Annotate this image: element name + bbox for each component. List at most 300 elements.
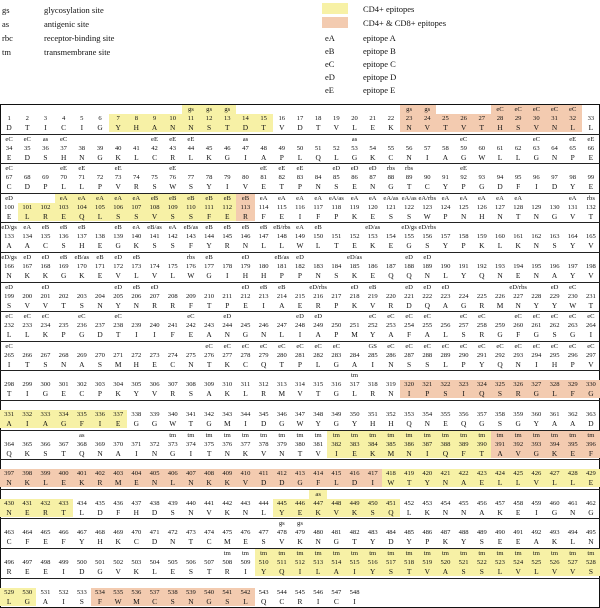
residue-number: 424 [491, 469, 509, 478]
residue-number: 302 [76, 381, 87, 389]
residue-number: 107 [127, 203, 145, 212]
residue-number: 445 [273, 499, 291, 508]
residue-letter: Y [533, 419, 540, 428]
residue-annotation: eC [459, 135, 468, 143]
residue-letter: N [442, 507, 449, 517]
residue-letter: I [91, 419, 109, 428]
residue-annotation: eD [314, 313, 323, 321]
residue-annotation: eA [296, 194, 304, 202]
residue-letter: S [425, 241, 430, 251]
residue-annotation: eC [550, 342, 559, 350]
residue-letter: T [115, 330, 121, 340]
residue-letter: Q [460, 419, 467, 428]
residue-annotation: eC [5, 342, 13, 350]
residue-number: 283 [331, 351, 342, 359]
residue-letter: L [164, 478, 182, 487]
residue-number: 432 [36, 499, 54, 508]
residue-number: 385 [382, 440, 400, 449]
residue-annotation: eB [41, 224, 50, 232]
residue-number: 31 [545, 114, 563, 123]
residue-number: 195 [531, 263, 542, 270]
residue-annotation: eC [314, 342, 322, 350]
residue-letter: D [588, 419, 594, 428]
residue-letter: N [315, 271, 321, 280]
residue-letter: S [7, 300, 12, 310]
residue-letter: A [551, 419, 558, 428]
residue-number: 366 [40, 440, 51, 448]
residue-number: 492 [531, 529, 542, 537]
residue-number: 482 [349, 529, 360, 537]
residue-letter: P [461, 182, 466, 192]
residue-letter: S [79, 596, 84, 606]
residue-number: 399 [36, 469, 54, 478]
residue-letter: T [315, 123, 321, 132]
residue-letter: N [188, 507, 194, 517]
residue-number: 487 [440, 529, 451, 537]
residue-letter: C [133, 537, 139, 547]
residue-letter: I [244, 419, 247, 428]
residue-letter: R [91, 478, 109, 487]
residue-annotation: eC [441, 342, 450, 350]
residue-letter: V [527, 478, 545, 487]
residue-number: 338 [131, 411, 142, 418]
residue-letter: P [297, 271, 303, 280]
residue-annotation: eB [59, 224, 68, 232]
residue-number: 271 [113, 351, 124, 359]
residue-annotation: eB [259, 224, 268, 232]
residue-annotation: rbs [186, 254, 195, 261]
residue-number: 374 [185, 440, 196, 448]
residue-annotation: tm [418, 549, 436, 558]
residue-number: 539 [182, 588, 200, 597]
residue-letter: E [18, 508, 36, 517]
residue-number: 74 [133, 174, 140, 182]
residue-annotation: tm [241, 550, 249, 557]
residue-letter: S [97, 359, 103, 369]
residue-letter: E [43, 567, 48, 576]
residue-letter: A [442, 152, 449, 162]
residue-letter: N [424, 271, 430, 280]
residue-annotation: eA [168, 224, 177, 232]
residue-annotation: eD [332, 165, 341, 173]
residue-letter: V [333, 123, 340, 132]
residue-number: 362 [567, 411, 578, 418]
residue-number: 24 [418, 114, 436, 123]
residue-number: 210 [204, 292, 215, 300]
residue-number: 334 [55, 410, 73, 419]
residue-number: 439 [167, 499, 178, 507]
residue-letter: S [164, 212, 182, 221]
residue-number: 7 [109, 114, 127, 123]
residue-number: 443 [240, 499, 251, 507]
residue-letter: Y [460, 537, 467, 547]
residue-number: 22 [387, 115, 395, 122]
residue-number: 403 [109, 469, 127, 478]
residue-number: 3 [43, 115, 48, 122]
residue-annotation: eD [241, 283, 250, 291]
residue-number: 420 [418, 469, 436, 478]
residue-number: 138 [95, 233, 105, 241]
residue-number: 147 [258, 233, 269, 241]
residue-number: 145 [222, 233, 233, 241]
residue-number: 498 [40, 559, 51, 566]
legend-epitope-3-code: eD [325, 72, 335, 82]
residue-letter: Q [473, 389, 491, 398]
residue-letter: S [407, 211, 412, 221]
residue-number: 218 [349, 292, 360, 300]
residue-number: 14 [236, 114, 254, 123]
residue-number: 382 [327, 440, 345, 449]
residue-number: 304 [113, 381, 124, 389]
cd4-label: CD4+ epitopes [363, 4, 415, 14]
residue-number: 73 [114, 174, 122, 182]
residue-letter: G [133, 419, 140, 428]
residue-letter: R [261, 389, 267, 399]
residue-annotation: eC [587, 313, 595, 321]
residue-number: 15 [255, 114, 273, 123]
residue-letter: D [297, 123, 303, 132]
residue-number: 278 [240, 351, 251, 359]
residue-annotation: eA [73, 194, 91, 203]
residue-number: 524 [509, 558, 527, 567]
legend-abbrev-0-code: gs [2, 5, 10, 15]
residue-number: 170 [76, 263, 87, 270]
residue-annotation: gs [400, 105, 418, 114]
residue-number: 186 [367, 263, 378, 270]
residue-number: 317 [349, 381, 360, 389]
residue-letter: M [114, 359, 122, 369]
residue-letter: D [97, 507, 103, 517]
residue-number: 395 [564, 440, 582, 449]
residue-number: 131 [567, 203, 578, 211]
residue-number: 183 [313, 263, 324, 270]
residue-number: 58 [442, 144, 449, 152]
residue-number: 189 [422, 263, 433, 270]
residue-number: 518 [400, 558, 418, 567]
residue-number: 460 [549, 499, 560, 507]
residue-letter: G [333, 389, 340, 399]
residue-letter: N [400, 449, 418, 458]
residue-number: 410 [236, 469, 254, 478]
residue-number: 340 [167, 411, 178, 418]
residue-letter: M [351, 330, 358, 340]
residue-letter: S [188, 567, 193, 576]
residue-number: 515 [345, 558, 363, 567]
residue-number: 414 [309, 469, 327, 478]
residue-number: 540 [200, 588, 218, 597]
residue-letter: I [18, 419, 36, 428]
residue-annotation: eA [132, 224, 141, 232]
residue-annotation: as [351, 135, 358, 143]
residue-number: 535 [109, 588, 127, 597]
legend-abbrev-3-desc: transmembrane site [44, 47, 111, 57]
residue-number: 158 [458, 233, 469, 241]
residue-letter: A [479, 507, 485, 517]
residue-annotation: eA [296, 224, 304, 232]
residue-number: 134 [22, 233, 33, 241]
residue-number: 415 [327, 469, 345, 478]
residue-letter: Q [315, 152, 321, 162]
residue-annotation: eB [259, 283, 268, 291]
residue-number: 368 [76, 440, 87, 448]
residue-number: 118 [331, 203, 342, 211]
residue-letter: K [370, 152, 376, 162]
residue-number: 528 [582, 558, 600, 567]
residue-annotation: eB [132, 254, 141, 261]
residue-annotation: eC [241, 342, 250, 350]
residue-number: 163 [549, 233, 560, 241]
residue-number: 408 [200, 469, 218, 478]
residue-letter: N [515, 359, 521, 369]
residue-number: 193 [495, 263, 505, 270]
residue-number: 400 [55, 469, 73, 478]
residue-number: 34 [5, 144, 13, 152]
legend-epitope-4-desc: epitope E [363, 85, 396, 95]
residue-letter: P [334, 330, 339, 340]
residue-annotation: eA [91, 194, 109, 203]
legend-epitope-1-code: eB [325, 46, 335, 56]
residue-number: 177 [204, 263, 215, 270]
residue-letter: E [243, 300, 248, 310]
residue-annotation: tm [241, 431, 249, 439]
residue-letter: P [461, 359, 466, 369]
residue-annotation: GS [368, 342, 377, 350]
residue-number: 27 [473, 114, 491, 123]
residue-annotation: eC [569, 283, 577, 291]
residue-number: 455 [458, 499, 469, 507]
residue-letter: G [206, 419, 212, 428]
residue-letter: S [164, 597, 182, 606]
residue-letter: F [582, 449, 600, 458]
residue-letter: V [509, 449, 527, 458]
residue-number: 231 [585, 292, 596, 300]
residue-number: 247 [276, 322, 287, 330]
residue-annotation: eA [109, 194, 127, 203]
residue-number: 219 [367, 292, 378, 300]
residue-annotation: rbs [586, 194, 595, 202]
residue-annotation: tm [364, 549, 382, 558]
residue-number: 489 [476, 529, 487, 537]
row-divider [0, 578, 600, 579]
residue-number: 357 [476, 411, 487, 418]
residue-letter: R [170, 152, 176, 162]
residue-number: 43 [169, 144, 176, 152]
residue-number: 49 [278, 144, 286, 152]
residue-annotation: eC [527, 105, 545, 114]
residue-number: 298 [4, 381, 15, 389]
residue-letter: I [298, 330, 302, 340]
residue-letter: S [127, 212, 145, 221]
residue-letter: Q [388, 271, 394, 280]
residue-annotation: tm [527, 431, 545, 440]
residue-number: 530 [18, 588, 36, 597]
residue-annotation: eA/as [328, 194, 344, 202]
residue-letter: G [55, 419, 73, 428]
residue-letter: L [0, 597, 18, 606]
residue-letter: I [400, 389, 418, 398]
residue-annotation: eA [477, 194, 486, 202]
residue-letter: A [206, 330, 212, 340]
residue-annotation: eB [114, 224, 122, 232]
residue-letter: V [315, 448, 321, 458]
residue-number: 249 [313, 322, 324, 330]
residue-number: 140 [131, 233, 142, 241]
residue-letter: G [97, 567, 103, 576]
residue-letter: Y [255, 567, 273, 576]
residue-letter: K [18, 478, 36, 487]
residue-letter: K [345, 508, 363, 517]
residue-number: 529 [0, 588, 18, 597]
residue-number: 532 [58, 588, 69, 596]
residue-letter: N [533, 211, 540, 221]
residue-letter: T [25, 123, 30, 132]
residue-number: 59 [460, 144, 467, 152]
residue-letter: C [242, 359, 248, 369]
residue-letter: Q [406, 419, 412, 428]
residue-letter: P [61, 330, 66, 340]
residue-letter: D [24, 152, 30, 162]
residue-number: 364 [4, 440, 15, 448]
residue-letter: G [533, 330, 540, 340]
residue-number: 342 [204, 411, 215, 418]
residue-annotation: eC [223, 342, 231, 350]
residue-letter: R [297, 596, 303, 606]
residue-number: 38 [78, 144, 86, 152]
residue-annotation: eD [41, 283, 50, 291]
residue-number: 133 [4, 233, 15, 241]
residue-number: 141 [149, 233, 160, 241]
residue-letter: N [388, 359, 394, 369]
residue-number: 205 [113, 292, 124, 300]
residue-letter: N [497, 271, 503, 280]
residue-number: 100 [4, 203, 15, 211]
residue-number: 523 [491, 558, 509, 567]
residue-letter: N [224, 330, 230, 340]
residue-letter: Q [79, 448, 85, 458]
residue-number: 92 [460, 174, 467, 182]
residue-annotation: gs [278, 520, 285, 528]
residue-number: 446 [291, 499, 309, 508]
residue-number: 69 [42, 174, 49, 182]
residue-letter: L [297, 152, 303, 162]
residue-number: 480 [313, 529, 324, 537]
residue-letter: R [36, 508, 54, 517]
residue-letter: N [551, 152, 558, 162]
residue-annotation: tm [345, 549, 363, 558]
residue-number: 250 [331, 322, 342, 330]
residue-annotation: eE [296, 165, 304, 173]
residue-letter: Y [570, 241, 576, 251]
residue-letter: I [226, 182, 229, 192]
residue-number: 313 [276, 381, 287, 389]
residue-annotation: tm [255, 549, 273, 558]
residue-number: 168 [40, 263, 51, 270]
residue-number: 169 [58, 263, 69, 270]
residue-number: 61 [496, 144, 504, 152]
residue-letter: E [297, 300, 303, 310]
residue-number: 471 [149, 529, 160, 537]
residue-annotation: tm [418, 431, 436, 440]
residue-letter: C [279, 596, 285, 606]
residue-number: 477 [258, 529, 269, 537]
residue-number: 297 [585, 351, 596, 359]
residue-letter: C [145, 597, 163, 606]
residue-number: 464 [22, 529, 33, 537]
residue-number: 5 [80, 115, 84, 122]
residue-number: 284 [349, 351, 360, 359]
residue-letter: T [188, 537, 194, 547]
residue-annotation: eE [169, 165, 177, 173]
residue-letter: T [206, 448, 212, 458]
residue-letter: I [298, 211, 302, 221]
residue-letter: C [206, 537, 212, 547]
residue-number: 252 [367, 322, 378, 330]
residue-annotation: eA [314, 194, 323, 202]
residue-letter: E [61, 389, 66, 399]
residue-letter: H [127, 123, 145, 132]
residue-letter: S [61, 241, 66, 251]
residue-number: 387 [418, 440, 436, 449]
residue-letter: T [400, 478, 418, 487]
residue-letter: H [370, 419, 376, 428]
residue-letter: L [61, 182, 66, 192]
residue-letter: N [188, 359, 194, 369]
residue-letter: G [533, 152, 540, 162]
residue-number: 221 [404, 292, 415, 300]
residue-annotation: tm [345, 431, 363, 440]
residue-number: 146 [240, 233, 251, 241]
residue-annotation: eE [569, 135, 577, 143]
residue-number: 417 [364, 469, 382, 478]
residue-annotation: tm [223, 550, 231, 557]
residue-letter: E [279, 211, 285, 221]
residue-letter: I [316, 596, 320, 606]
residue-number: 45 [205, 144, 213, 152]
residue-letter: T [406, 182, 412, 192]
residue-letter: N [460, 211, 467, 221]
residue-letter: V [145, 212, 163, 221]
residue-number: 263 [567, 322, 578, 330]
residue-number: 401 [73, 469, 91, 478]
residue-letter: V [206, 507, 212, 517]
residue-number: 360 [531, 411, 542, 418]
residue-annotation: eC [532, 313, 541, 321]
residue-annotation: eD [223, 313, 232, 321]
residue-annotation: eE [169, 135, 177, 143]
residue-number: 328 [545, 380, 563, 389]
residue-number: 457 [495, 499, 505, 507]
residue-letter: K [24, 271, 30, 280]
residue-number: 483 [367, 529, 378, 537]
residue-letter: Y [418, 478, 436, 487]
residue-letter: T [25, 359, 30, 369]
residue-letter: Y [79, 537, 85, 547]
residue-letter: R [133, 182, 139, 192]
residue-letter: G [97, 123, 103, 132]
residue-letter: L [6, 330, 12, 340]
residue-number: 200 [22, 292, 33, 300]
residue-annotation: eA [350, 194, 359, 202]
residue-number: 184 [331, 263, 342, 270]
residue-annotation: eC [369, 313, 377, 321]
residue-number: 493 [549, 529, 560, 537]
residue-annotation: eE [151, 135, 159, 143]
residue-letter: L [443, 330, 448, 340]
residue-letter: E [473, 478, 491, 487]
residue-number: 213 [258, 292, 269, 300]
residue-letter: H [491, 123, 509, 132]
residue-letter: W [169, 182, 177, 192]
